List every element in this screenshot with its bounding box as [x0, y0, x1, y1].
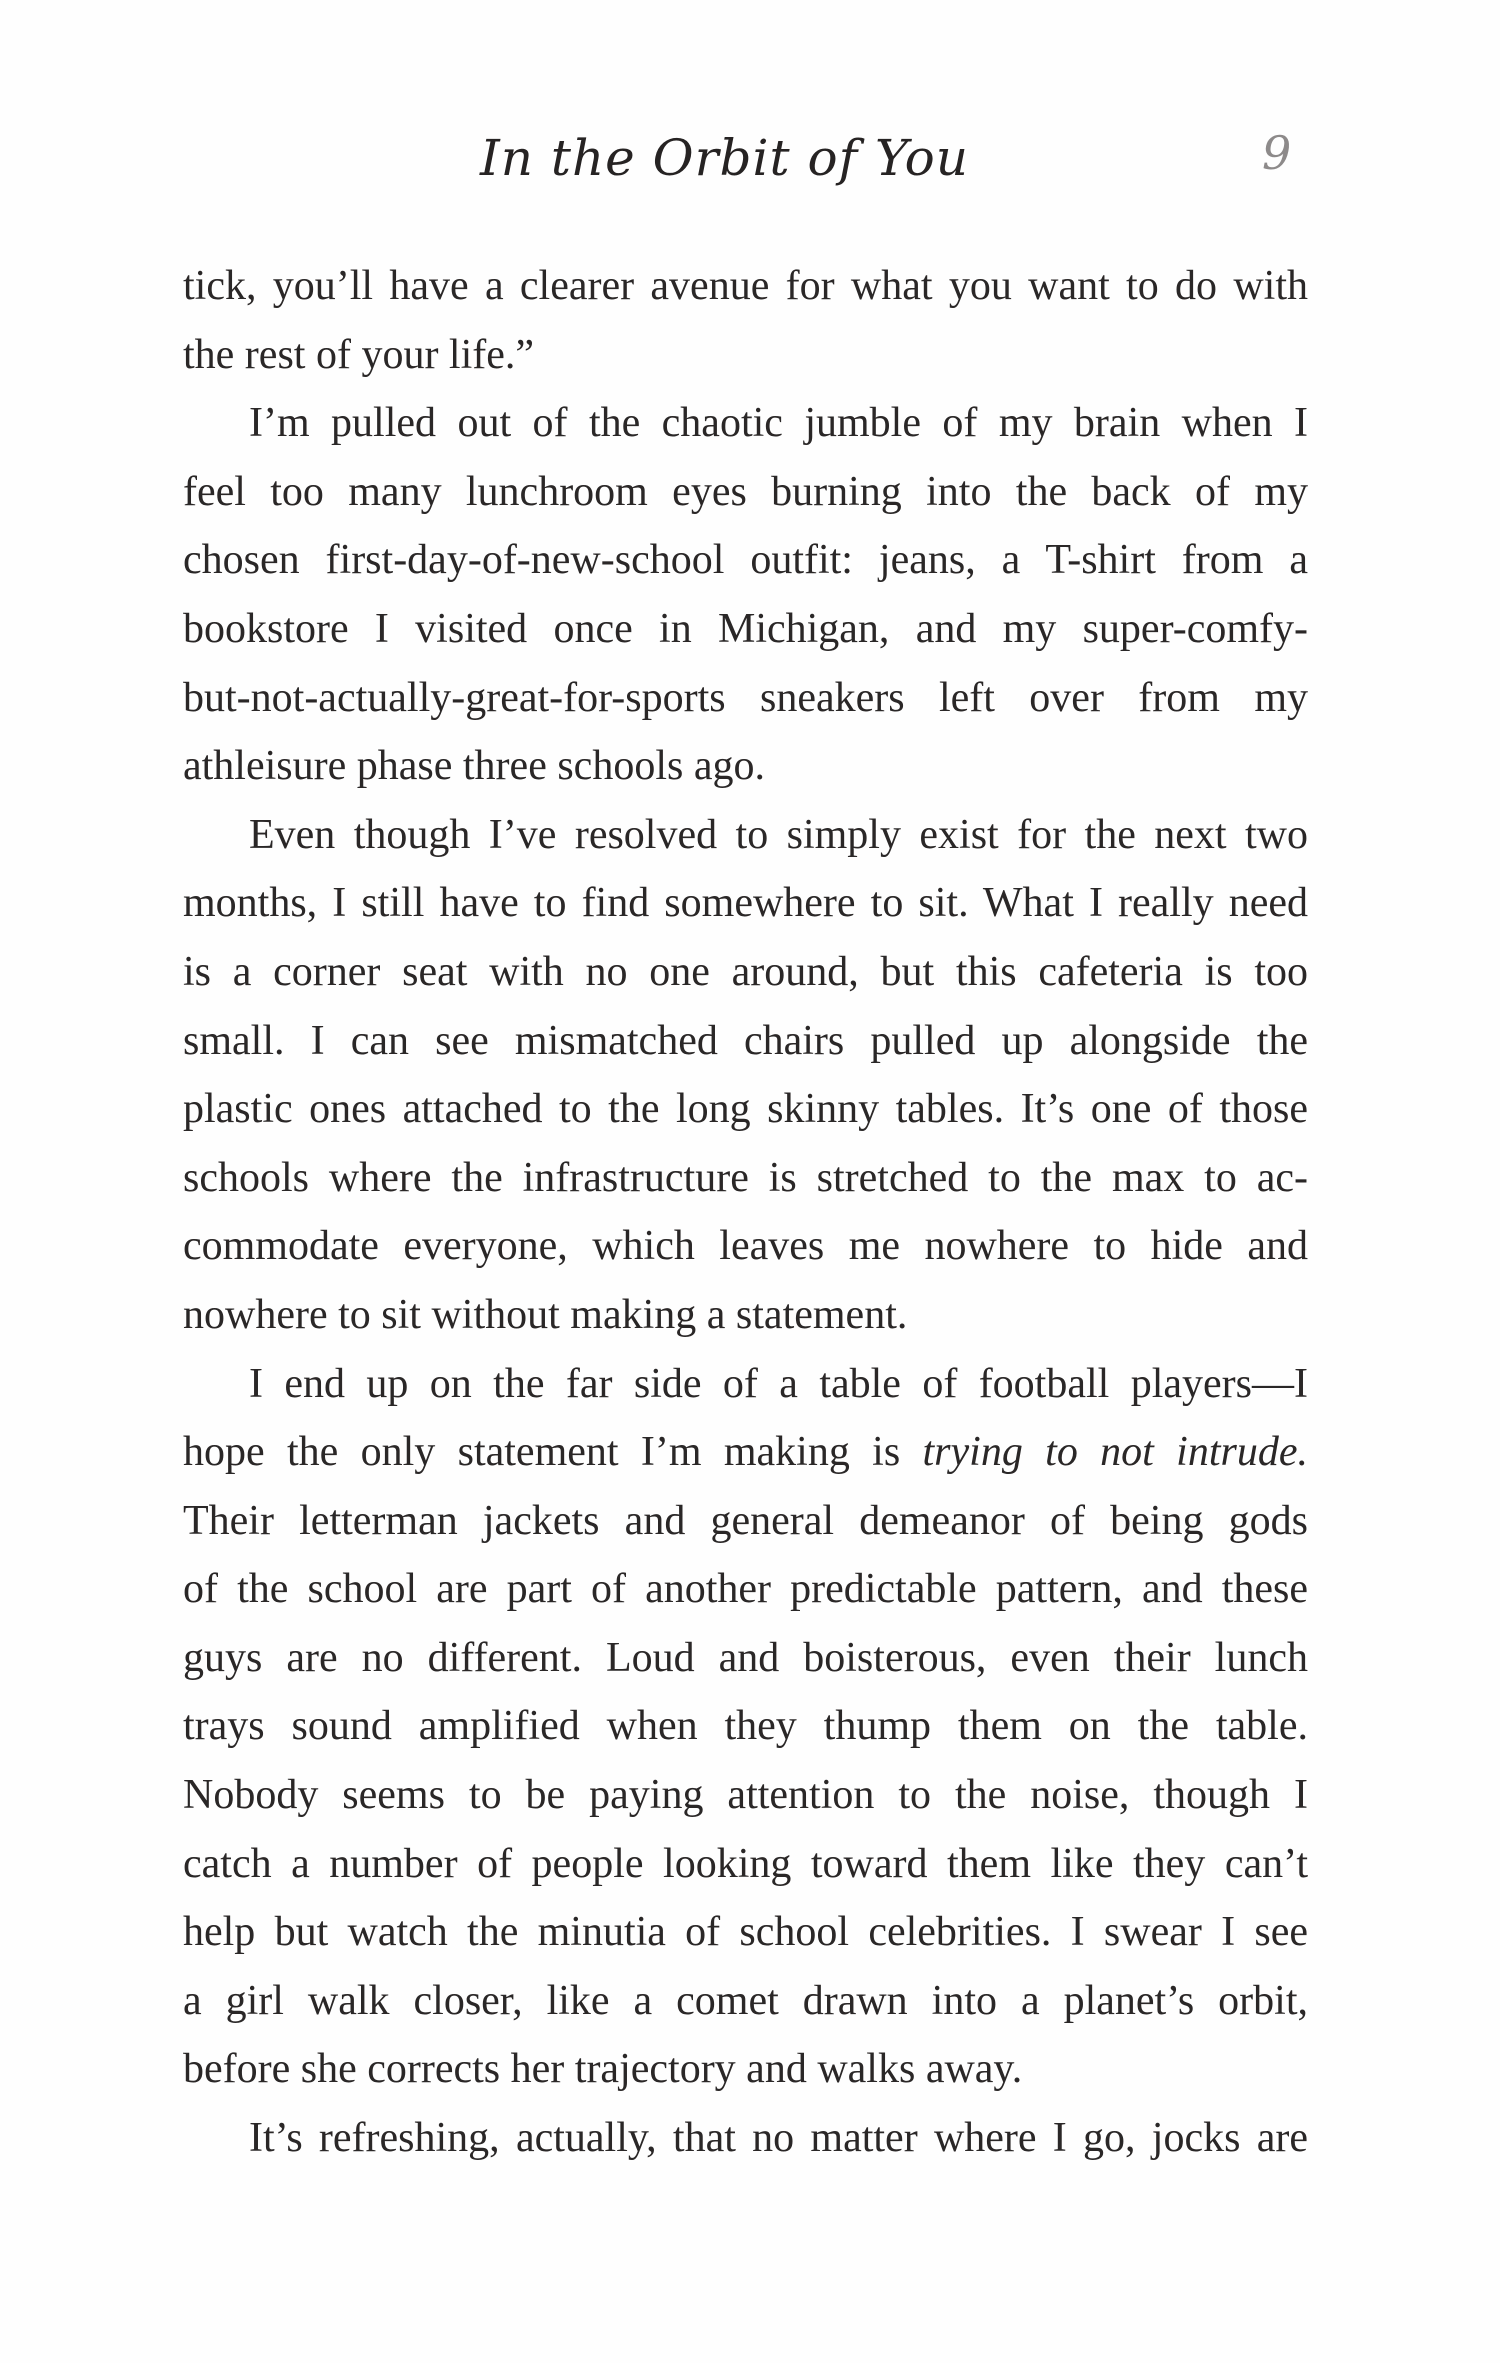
text-segment: hope the only statement I’m making is: [183, 1429, 923, 1476]
text-line: I’m pulled out of the chaotic jumble of my brain when I: [249, 400, 1308, 447]
page-number: 9: [1262, 126, 1292, 180]
text-line: the rest of your life.”: [183, 331, 535, 378]
text-line: athleisure phase three schools ago.: [183, 743, 765, 790]
emphasized-text: trying to not intrude.: [922, 1429, 1308, 1476]
text-line: Even though I’ve resolved to simply exist for the next two: [249, 811, 1308, 858]
text-line: is a corner seat with no one around, but this cafeteria is too: [183, 948, 1308, 995]
text-line: a girl walk closer, like a comet drawn into a planet’s orbit,: [183, 1977, 1308, 2024]
text-line: [183, 1418, 1308, 1487]
text-line: trays sound amplified when they thump them on the table.: [183, 1703, 1308, 1750]
text-line: Their letterman jackets and general demeanor of being gods: [183, 1497, 1308, 1544]
text-line: catch a number of people looking toward them like they can’t: [183, 1840, 1308, 1887]
text-line: before she corrects her trajectory and walks away.: [183, 2046, 1023, 2093]
text-line: It’s refreshing, actually, that no matter where I go, jocks are: [249, 2115, 1308, 2162]
text-line: help but watch the minutia of school celebrities. I swear I see: [183, 1909, 1308, 1956]
text-line: commodate everyone, which leaves me nowhere to hide and: [183, 1223, 1308, 1270]
body-text: [183, 252, 1308, 2173]
text-line: small. I can see mismatched chairs pulled up alongside the: [183, 1017, 1308, 1064]
text-line: feel too many lunchroom eyes burning into the back of my: [183, 468, 1308, 515]
text-line: nowhere to sit without making a statement.: [183, 1291, 908, 1338]
text-line: tick, you’ll have a clearer avenue for what you want to do with: [183, 263, 1308, 309]
text-line: schools where the infrastructure is stretched to the max to ac-: [183, 1154, 1308, 1201]
text-line: plastic ones attached to the long skinny tables. It’s one of those: [183, 1086, 1308, 1133]
text-line: chosen first-day-of-new-school outfit: jeans, a T-shirt from a: [183, 537, 1308, 584]
text-line: but-not-actually-great-for-sports sneakers left over from my: [183, 674, 1308, 721]
text-line: Nobody seems to be paying attention to the noise, though I: [183, 1772, 1308, 1819]
text-line: bookstore I visited once in Michigan, and my super-comfy-: [183, 605, 1308, 652]
running-head: [0, 118, 1500, 198]
text-line: of the school are part of another predictable pattern, and these: [183, 1566, 1308, 1613]
text-line: guys are no different. Loud and boisterous, even their lunch: [183, 1634, 1308, 1681]
text-line: I end up on the far side of a table of football players—I: [249, 1360, 1308, 1407]
text-line: months, I still have to find somewhere to sit. What I really need: [183, 880, 1308, 927]
book-title: In the Orbit of You: [480, 129, 969, 187]
